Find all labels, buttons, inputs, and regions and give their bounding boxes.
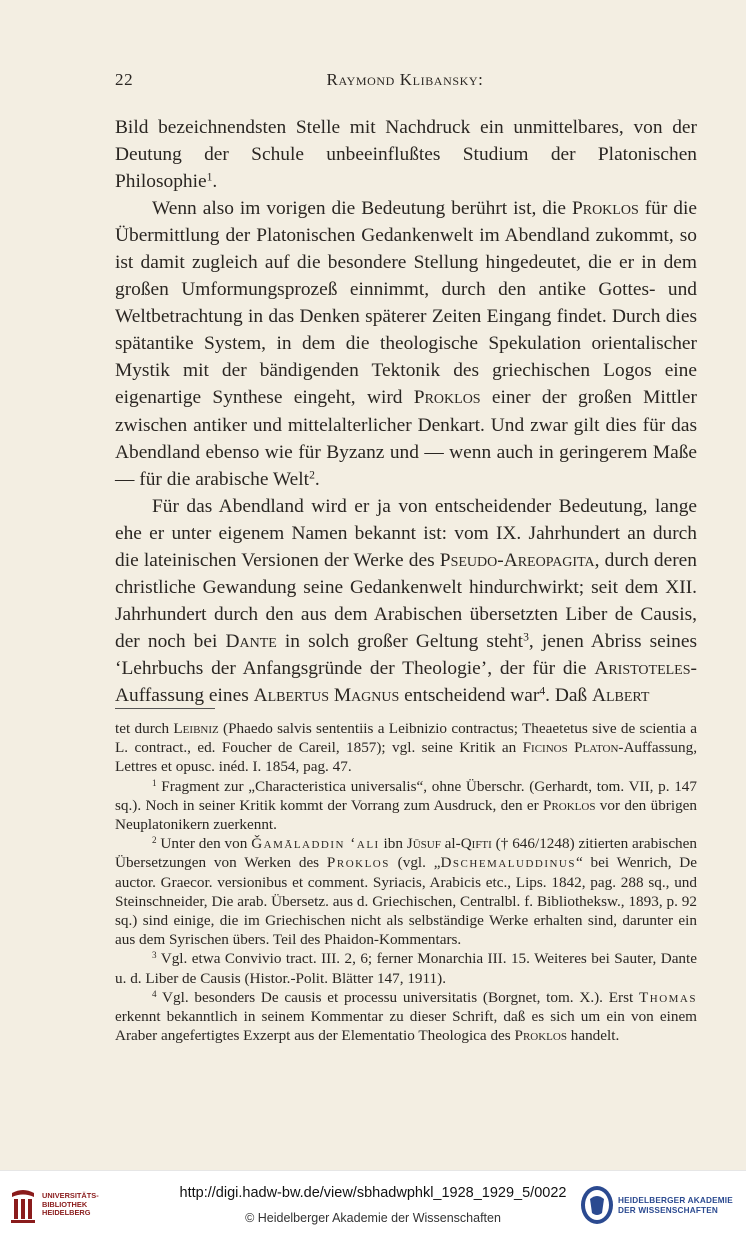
text-run: erkennt bekanntlich in seinem Kommentar zu dieser Schrift, daß es sich um ein von einem Araber angefertigtes Exzerpt aus der Elementatio Theologica des: [115, 1008, 697, 1045]
paragraph: [115, 114, 697, 195]
text-run: , durch deren christliche Gewandung seine Gedankenwelt hindurchwirkt; seit dem XII. Jahrhundert durch den aus dem Arabischen übersetzten Liber de Causis, der noch bei: [115, 549, 697, 652]
footnote-marker: 1: [206, 170, 213, 184]
paragraph: [115, 195, 697, 493]
text-run: -Auffassung, Lettres et opusc. inéd. I. 1854, pag. 47.: [115, 739, 697, 776]
small-caps-name: Qifti: [460, 835, 492, 853]
viewer-footer: [0, 1170, 746, 1237]
logo-line: BIBLIOTHEK: [42, 1199, 88, 1209]
footnote-marker: 2: [152, 835, 157, 846]
footnote: [115, 719, 697, 777]
text-run: Unter den von: [156, 835, 252, 853]
text-run: ibn: [379, 835, 407, 853]
text-run: (vgl. „: [389, 854, 441, 872]
text-run: Für das Abendland wird er ja von entscheidender Bedeutung, lange ehe er unter eigenem Namen bekannt ist: vom IX. Jahrhundert an durch die lateinischen Versionen der Werke des: [115, 495, 697, 571]
footnote-marker: 2: [309, 468, 315, 482]
footnote-marker: 1: [152, 777, 157, 788]
footnote: [115, 834, 697, 949]
text-run: handelt.: [566, 1027, 620, 1045]
footnotes: [115, 719, 697, 1045]
text-run: Fragment zur „Characteristica universalis“, ohne Überschr. (Gerhardt, tom. VII, p. 147 sq.). Noch in seiner Kritik kommt der Vorrang zum Ausdruck, den er: [115, 777, 697, 814]
footnote: [115, 988, 697, 1046]
footnote-marker: 4: [539, 684, 546, 698]
permalink[interactable]: http://digi.hadw-bw.de/view/sbhadwphkl_1928_1929_5/0022: [179, 1185, 567, 1201]
footnote-marker: 4: [152, 988, 157, 999]
logo-line: HEIDELBERGER AKADEMIE: [618, 1196, 733, 1205]
logo-line: HEIDELBERG: [42, 1208, 91, 1218]
small-caps-name: Albert: [591, 684, 650, 706]
spaced-name: Proklos: [326, 854, 390, 872]
spaced-name: Ǧamāladdin ‘ali: [251, 835, 380, 853]
footnote: [115, 949, 697, 987]
footnote: [115, 777, 697, 835]
text-run: Vgl. etwa Convivio tract. III. 2, 6; ferner Monarchia III. 15. Weiteres bei Sauter, Dante u. d. Liber de Causis (Histor.-Polit. Blätter 147, 1911).: [115, 950, 697, 987]
small-caps-name: Proklos: [543, 796, 596, 814]
text-run: al-: [440, 835, 461, 853]
text-run: entscheidend war: [399, 684, 540, 706]
text-run: vor den übrigen Neuplatonikern zuerkennt.: [115, 796, 697, 834]
page-header: [115, 70, 695, 96]
copyright-notice: © Heidelberger Akademie der Wissenschaften: [245, 1211, 501, 1225]
text-run: († 646/1248) zitierten arabischen Übersetzungen von Werken des: [115, 835, 697, 872]
text-run: Bild bezeichnendsten Stelle mit Nachdruck ein unmittelbares, von der Deutung der Schule unbeeinflußtes Studium der Platonischen Philosophie: [115, 117, 697, 193]
text-run: tet durch: [115, 720, 174, 737]
text-run: , jenen Abriss seines ‘Lehrbuchs der Anfangsgründe der Theologie’, der für die: [115, 630, 697, 679]
page-number: 22: [115, 70, 134, 89]
footnote-marker: 3: [152, 950, 157, 961]
small-caps-name: Proklos: [514, 1027, 567, 1045]
footnote-marker: 3: [523, 630, 529, 644]
running-title: Raymond Klibansky:: [326, 70, 484, 89]
logo-line: UNIVERSITÄTS-: [42, 1191, 99, 1200]
text-run: in solch großer Geltung steht: [276, 630, 524, 652]
text-run: für die Übermittlung der Platonischen Gedankenwelt im Abendland zukommt, so ist damit zugleich auf die besondere Stellung hingedeutet, die er in dem großen Umformungsprozeß einnimmt, durch den antike Gottes- und Weltbetrachtung in das Denken späterer Zeiten Eingang findet. Durch dies spätantike System, in dem die theologische Spekulation orientalischer Mystik mit der bändigenden Tektonik des griechischen Logos eine eigenartige Synthese eingeht, wird: [115, 198, 697, 409]
text-run: .: [314, 468, 320, 490]
small-caps-name: Aristoteles: [594, 657, 691, 679]
small-caps-name: Proklos: [413, 387, 481, 409]
small-caps-name: Jūsuf: [406, 835, 441, 853]
small-caps-name: Albertus Magnus: [253, 684, 400, 706]
text-run: -Auffassung eines: [115, 657, 697, 706]
text-run: einer der großen Mittler zwischen antiker und mittelalterlicher Denkart. Und zwar gilt dies für das Abendland ebenso wie für Byzanz und — wenn auch in geringerem Maße — für die arabische Welt: [115, 387, 697, 490]
academy-seal-icon[interactable]: [580, 1185, 614, 1225]
text-run: .: [212, 171, 218, 193]
academy-label: [618, 1196, 733, 1216]
text-run: (Phaedo salvis sententiis a Leibnizio contractus; Theaetetus sive de scientia a L. contract., ed. Foucher de Careil, 1857); vgl. seine Kritik an: [115, 720, 697, 757]
text-run: “ bei Wenrich, De auctor. Graecor. versionibus et comment. Syriacis, Arabicis etc., Lips. 1842, pag. 288 sq., und Steinschneider, Die arab. Übersetz. aus d. Griechischen, Centralbl. f. Bibliotheksw., 1893, p. 92 sq.) sind einige, die im Griechischen nicht als selbständige Werke erhalten sind, darunter ein aus dem Syrischen übers. Teil des Phaidon-Kommentars.: [115, 854, 697, 949]
small-caps-name: Pseudo-Areopagita: [439, 549, 595, 571]
logo-line: DER WISSENSCHAFTEN: [618, 1206, 719, 1215]
main-text: [115, 114, 697, 709]
small-caps-name: Proklos: [571, 198, 639, 220]
text-run: Wenn also im vorigen die Bedeutung berührt ist, die: [152, 198, 572, 220]
spaced-name: Thomas: [638, 988, 697, 1006]
text-run: . Daß: [545, 684, 592, 706]
paragraph: [115, 493, 697, 709]
footnote-divider: [115, 708, 215, 709]
small-caps-name: Dante: [225, 630, 277, 652]
spaced-name: Dschemaluddinus: [440, 854, 576, 872]
small-caps-name: Ficinos Platon: [522, 739, 619, 757]
text-run: Vgl. besonders De causis et processu universitatis (Borgnet, tom. X.). Erst: [156, 988, 639, 1006]
small-caps-name: Leibniz: [173, 720, 219, 737]
